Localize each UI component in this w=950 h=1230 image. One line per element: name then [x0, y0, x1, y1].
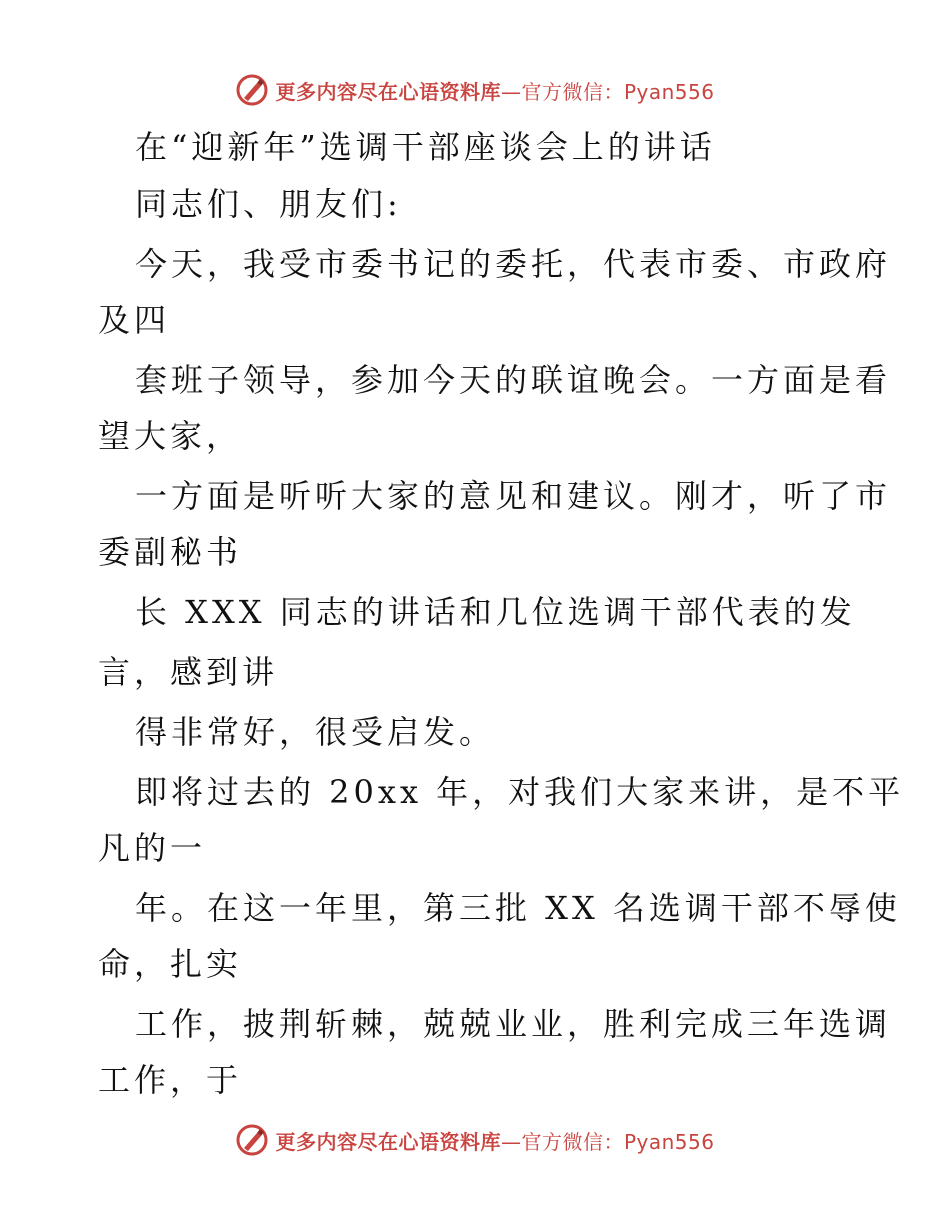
header-banner — [0, 70, 950, 110]
banner-wechat: 官方微信：Pyan556 — [521, 1129, 715, 1154]
document-title: 在“迎新年”选调干部座谈会上的讲话 — [135, 128, 716, 166]
body-line: 委副秘书 — [98, 533, 243, 571]
body-line: 工作，披荆斩棘，兢兢业业，胜利完成三年选调 — [135, 1005, 892, 1043]
salutation: 同志们、朋友们: — [135, 185, 402, 223]
body-line: 年。在这一年里，第三批 XX 名选调干部不辱使 — [135, 889, 901, 927]
banner-dash: — — [500, 79, 522, 104]
pen-logo-icon — [235, 1123, 269, 1157]
banner-brand: 更多内容尽在心语资料库 — [275, 79, 501, 104]
banner-wechat: 官方微信：Pyan556 — [521, 79, 715, 104]
body-line: 及四 — [98, 301, 171, 339]
footer-banner — [0, 1120, 950, 1160]
body-line: 凡的一 — [98, 829, 207, 867]
body-line: 今天，我受市委书记的委托，代表市委、市政府 — [135, 245, 892, 283]
banner-text — [275, 1126, 714, 1155]
body-line: 言，感到讲 — [98, 653, 279, 691]
banner-dash: — — [500, 1129, 522, 1154]
body-line: 长 XXX 同志的讲话和几位选调干部代表的发 — [135, 593, 856, 631]
body-line: 工作，于 — [98, 1061, 243, 1099]
body-line: 一方面是听听大家的意见和建议。刚才，听了市 — [135, 477, 892, 515]
body-line: 即将过去的 20xx 年，对我们大家来讲，是不平 — [135, 773, 905, 811]
pen-logo-icon — [235, 73, 269, 107]
body-line: 望大家， — [98, 417, 243, 455]
body-line: 命，扎实 — [98, 945, 243, 983]
body-line: 套班子领导，参加今天的联谊晚会。一方面是看 — [135, 361, 892, 399]
body-line: 得非常好，很受启发。 — [135, 713, 496, 751]
banner-text — [275, 76, 714, 105]
banner-brand: 更多内容尽在心语资料库 — [275, 1129, 501, 1154]
